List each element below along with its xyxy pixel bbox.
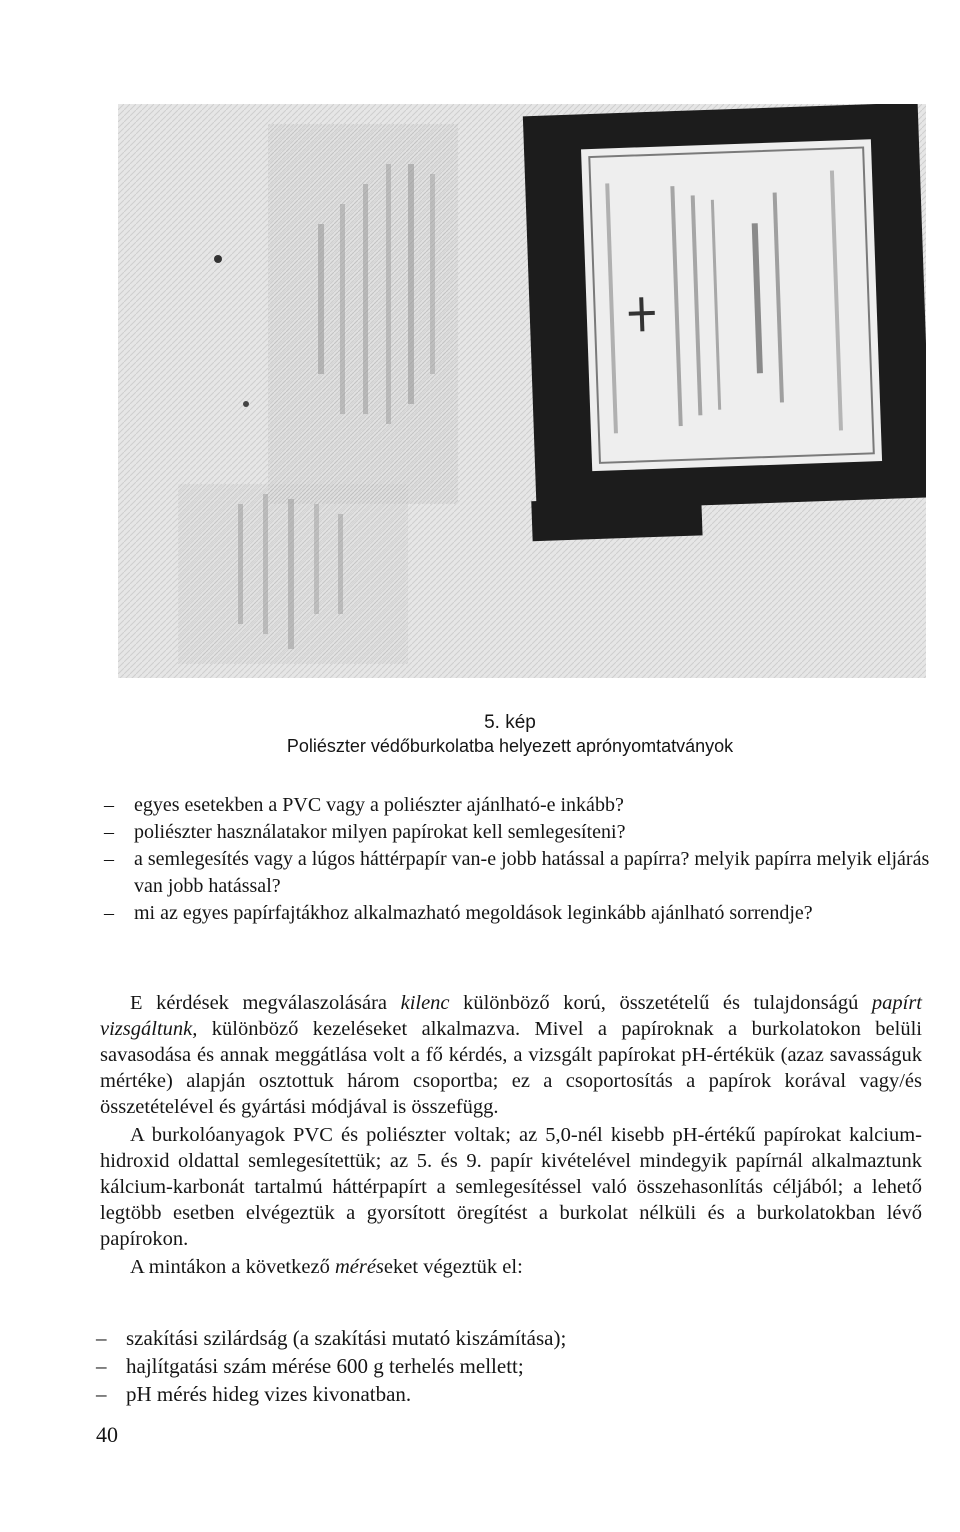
page-number: 40 xyxy=(96,1422,118,1447)
measurement-item xyxy=(96,1324,916,1352)
paragraph-text: eket végeztük el: xyxy=(383,1256,523,1278)
question-text: poliészter használatakor milyen papírokat kell semlegesíteni? xyxy=(134,821,626,843)
paragraph-2: A burkolóanyagok PVC és poliészter voltak; az 5,0-nél kisebb pH-értékű papírokat kalcium-hidroxid oldattal semlegesítettük; az 5. és 9. papír kivételével mindegyik papírnál alkalmaztunk kálcium-karbonát tartalmú háttérpapírt a semlegesítéssel való összehasonlítás céljából; a lehető legtöbb esetben elvégeztük a gyorsított öregítést a burkolat nélküli és a burkolatokban lévő papírokon. xyxy=(100,1124,922,1250)
list-dash: – xyxy=(104,848,114,870)
question-item xyxy=(104,846,934,900)
emphasis-text: kilenc xyxy=(400,992,450,1014)
question-item xyxy=(104,900,934,927)
paragraph-1 xyxy=(100,990,922,1120)
measurement-text: pH mérés hideg vizes kivonatban. xyxy=(126,1382,412,1406)
list-dash: – xyxy=(104,794,114,816)
measurement-text: szakítási szilárdság (a szakítási mutató kiszámítása); xyxy=(126,1326,567,1350)
measurement-list xyxy=(96,1324,916,1408)
question-text: mi az egyes papírfajtákhoz alkalmazható megoldások leginkább ajánlható sorrendje? xyxy=(134,902,813,924)
body-text xyxy=(100,990,922,1280)
question-text: egyes esetekben a PVC vagy a poliészter ajánlható-e inkább? xyxy=(134,794,624,816)
list-dash: – xyxy=(104,902,114,924)
list-dash: – xyxy=(96,1354,107,1378)
question-item xyxy=(104,819,934,846)
list-dash: – xyxy=(96,1382,107,1406)
photo-illustration xyxy=(118,104,926,678)
paragraph-text: különböző kezeléseket alkalmazva. Mivel a papíroknak a burkolatokon belüli savasodása és annak meggátlása volt a fő kérdés, a vizsgált papírokat pH-értékük (azaz savasságuk mértéke) alapján osztottuk három csoportba; ez a csoportosítás a papírok korával vagy/és összetételével és gyártási módjával is összefügg. xyxy=(100,1018,922,1118)
emphasis-text: papírt vizsgáltunk, xyxy=(100,992,922,1040)
memorial-card xyxy=(518,104,926,541)
figure-number: 5. kép xyxy=(484,712,536,733)
figure-photo xyxy=(118,104,926,678)
question-text: a semlegesítés vagy a lúgos háttérpapír van-e jobb hatással a papírra? melyik papírra melyik eljárás van jobb hatással? xyxy=(134,848,930,897)
measurement-item xyxy=(96,1352,916,1380)
emphasis-text: mérés xyxy=(334,1256,384,1278)
measurement-item xyxy=(96,1380,916,1408)
paragraph-text: A mintákon a következő xyxy=(130,1256,335,1278)
list-dash: – xyxy=(96,1326,107,1350)
paragraph-3 xyxy=(100,1254,922,1280)
list-dash: – xyxy=(104,821,114,843)
measurement-text: hajlítgatási szám mérése 600 g terhelés mellett; xyxy=(126,1354,524,1378)
figure-caption: Poliészter védőburkolatba helyezett aprónyomtatványok xyxy=(286,736,734,756)
question-list xyxy=(104,792,934,927)
question-item xyxy=(104,792,934,819)
paragraph-text: E kérdések megválaszolására xyxy=(130,992,401,1014)
paragraph-text: különböző korú, összetételű és tulajdonságú xyxy=(449,992,872,1014)
